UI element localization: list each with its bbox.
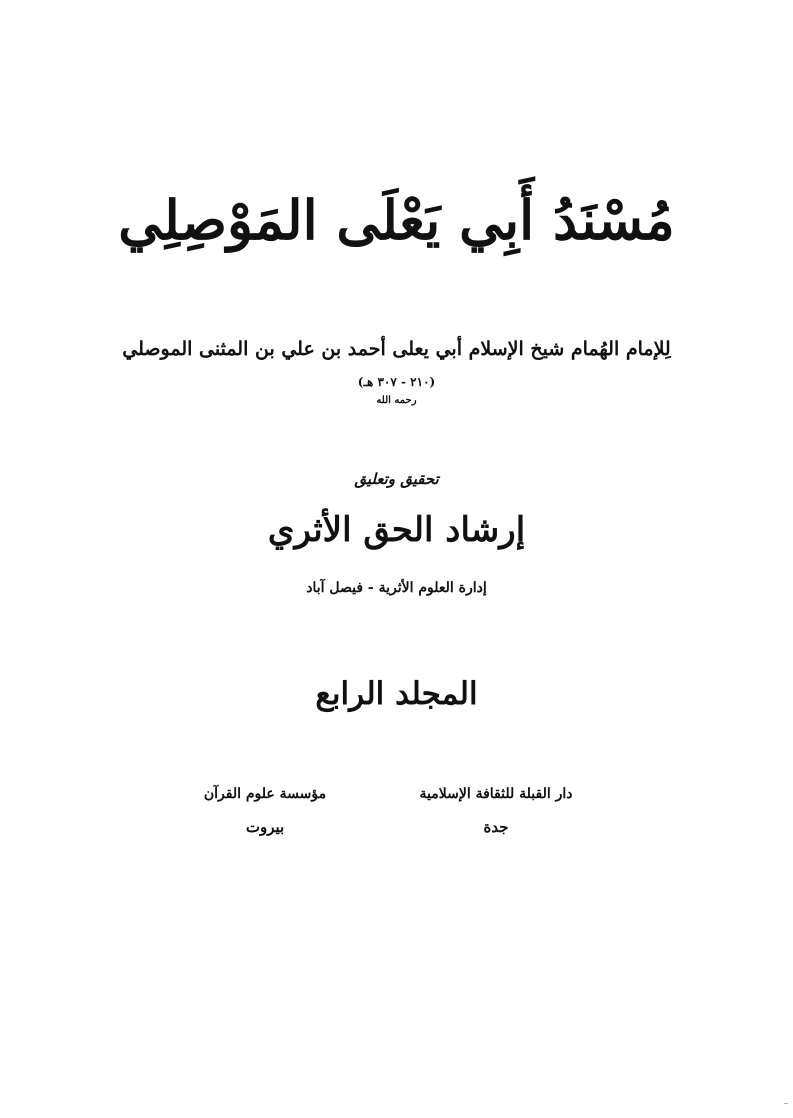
- book-title: مُسْنَدُ أَبِي يَعْلَى المَوْصِلِي: [118, 188, 675, 252]
- editor-institution: إدارة العلوم الأثرية - فيصل آباد: [306, 580, 487, 596]
- editor-name: إرشاد الحق الأثري: [267, 510, 526, 550]
- publisher-city-beirut: بيروت: [245, 818, 285, 836]
- mercy-phrase: رحمه الله: [376, 395, 417, 406]
- author-dates: (٢١٠ - ٣٠٧ هـ): [357, 375, 436, 389]
- publisher-name-beirut: مؤسسة علوم القرآن: [203, 786, 327, 802]
- author-line: لِلإمام الهُمام شيخ الإسلام أبي يعلى أحمد بن علي بن المثنى الموصلي: [122, 338, 671, 360]
- scan-corner-mark: ~: [783, 1100, 789, 1108]
- verification-label: تحقيق وتعليق: [354, 470, 439, 488]
- publisher-city-jeddah: جدة: [483, 818, 509, 836]
- volume-label: المجلد الرابع: [315, 676, 478, 712]
- publisher-name-jeddah: دار القبلة للثقافة الإسلامية: [419, 786, 573, 802]
